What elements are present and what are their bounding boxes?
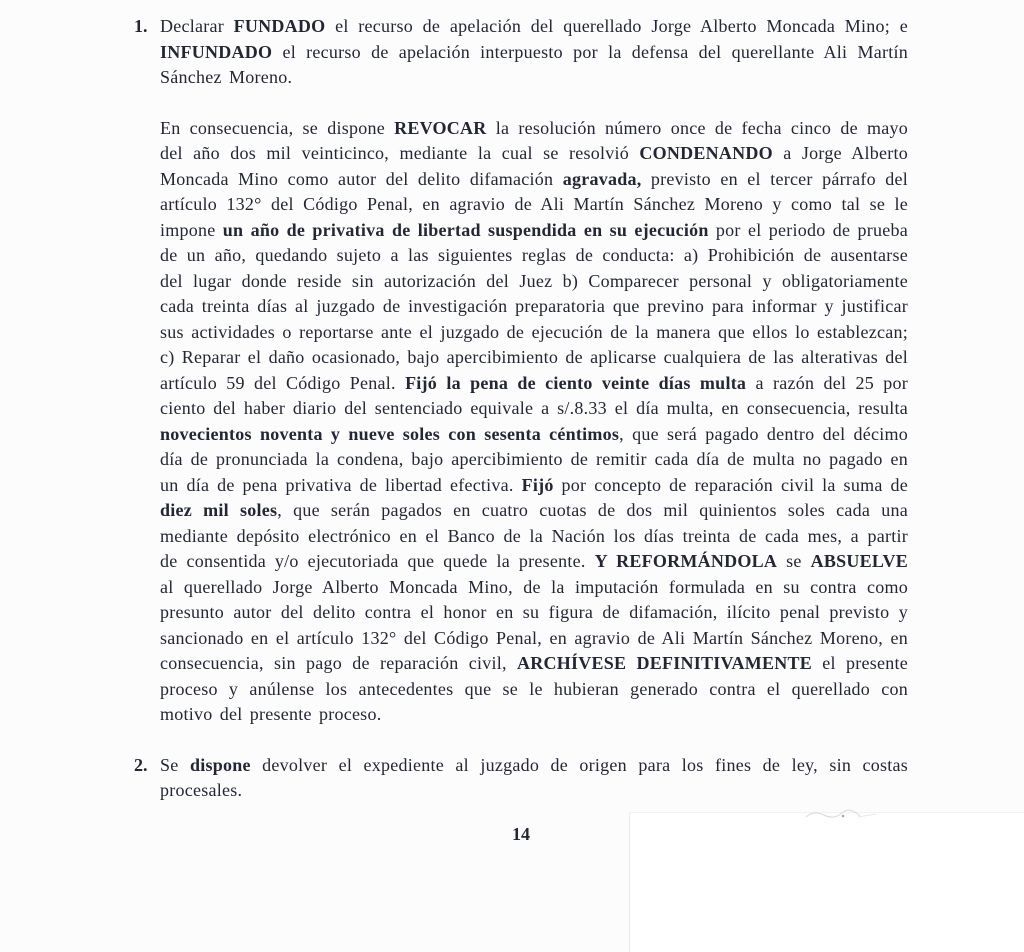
bold-text-run: novecientos noventa y nueve soles con sesenta céntimos [160,423,620,444]
bold-text-run: ARCHÍVESE DEFINITIVAMENTE [516,653,812,673]
bold-text-run: dispone [189,754,251,775]
text-run: el recurso de apelación del querellado Jorge Alberto Moncada Mino; e [325,16,908,36]
bold-text-run: Y REFORMÁNDOLA [594,551,778,571]
item-body [160,753,908,804]
bold-text-run: un año de privativa de libertad suspendida en su ejecución [222,219,709,240]
item-paragraph [160,14,908,91]
text-run: la resolución número once de fecha cinco de mayo del año dos mil veinticinco, mediante la cual se resolvió [160,117,908,163]
text-run: por concepto de reparación civil la suma de [553,474,908,495]
item-number: 2. [134,754,148,775]
item-paragraph [160,753,908,804]
text-run: , que será pagado dentro del décimo día de pronunciada la condena, bajo apercibimiento de remitir cada día de multa no pagado en un día de pena privativa de libertad efectiva. [160,423,908,495]
item-number: 1. [134,16,148,36]
bold-text-run: CONDENANDO [639,143,773,163]
scan-page-edge-artifact [629,812,1024,952]
text-run: el recurso de apelación interpuesto por la defensa del querellante Ali Martín Sánchez Moreno. [160,41,908,87]
bold-text-run: INFUNDADO [160,41,273,62]
text-run: Declarar [160,16,234,36]
text-run: a razón del 25 por ciento del haber diario del sentenciado equivale a s/.8.33 el día multa, en consecuencia, resulta [160,372,908,418]
bold-text-run: diez mil soles [160,500,278,520]
bold-text-run: Fijó la pena de ciento veinte días multa [405,372,747,393]
text-run: a Jorge Alberto Moncada Mino como autor del delito difamación [160,143,908,189]
text-run: al querellado Jorge Alberto Moncada Mino, de la imputación formulada en su contra como presunto autor del delito contra el honor en su figura de difamación, ilícito penal previsto y sancionado en el artículo 132° del Código Penal, en agravio de Ali Martín Sánchez Moreno, en consecuencia, sin pago de reparación civil, [160,576,908,673]
text-run: , que serán pagados en cuatro cuotas de dos mil quinientos soles cada una mediante depósito electrónico en el Banco de la Nación los días treinta de cada mes, a partir de consentida y/o ejecutoriada que quede la presente. [160,500,908,571]
resolution-text-block [134,14,908,847]
list-item [134,14,908,728]
text-run: previsto en el tercer párrafo del artículo 132° del Código Penal, en agravio de Ali Martín Sánchez Moreno y como tal se le impone [160,168,908,240]
bold-text-run: REVOCAR [394,117,487,138]
text-run: se [777,551,811,571]
text-run: Se [160,754,190,775]
item-body [160,14,908,728]
text-run: el presente proceso y anúlense los antecedentes que se le hubieran generado contra el querellado con motivo del presente proceso. [160,653,908,724]
text-run: En consecuencia, se dispone [160,117,395,138]
scan-squiggle-artifact [800,806,885,824]
list-item [134,753,908,804]
bold-text-run: FUNDADO [233,16,326,36]
bold-text-run: agravada, [562,168,642,189]
bold-text-run: Fijó [521,474,554,495]
text-run: por el periodo de prueba de un año, quedando sujeto a las siguientes reglas de conducta: a) Prohibición de ausentarse del lugar donde reside sin autorización del Juez b) Comparecer personal y obligatoriamente cada treinta días al juzgado de investigación preparatoria que previno para informar y justificar sus actividades o reportarse ante el juzgado de ejecución de la manera que ellos lo establezcan; c) Reparar el daño ocasionado, bajo apercibimiento de aplicarse cualquiera de las alterativas del artículo 59 del Código Penal. [160,219,908,393]
item-paragraph [160,116,908,728]
text-run: devolver el expediente al juzgado de origen para los fines de ley, sin costas procesales. [160,754,909,800]
bold-text-run: ABSUELVE [810,551,908,571]
page-number: 14 [512,823,530,844]
